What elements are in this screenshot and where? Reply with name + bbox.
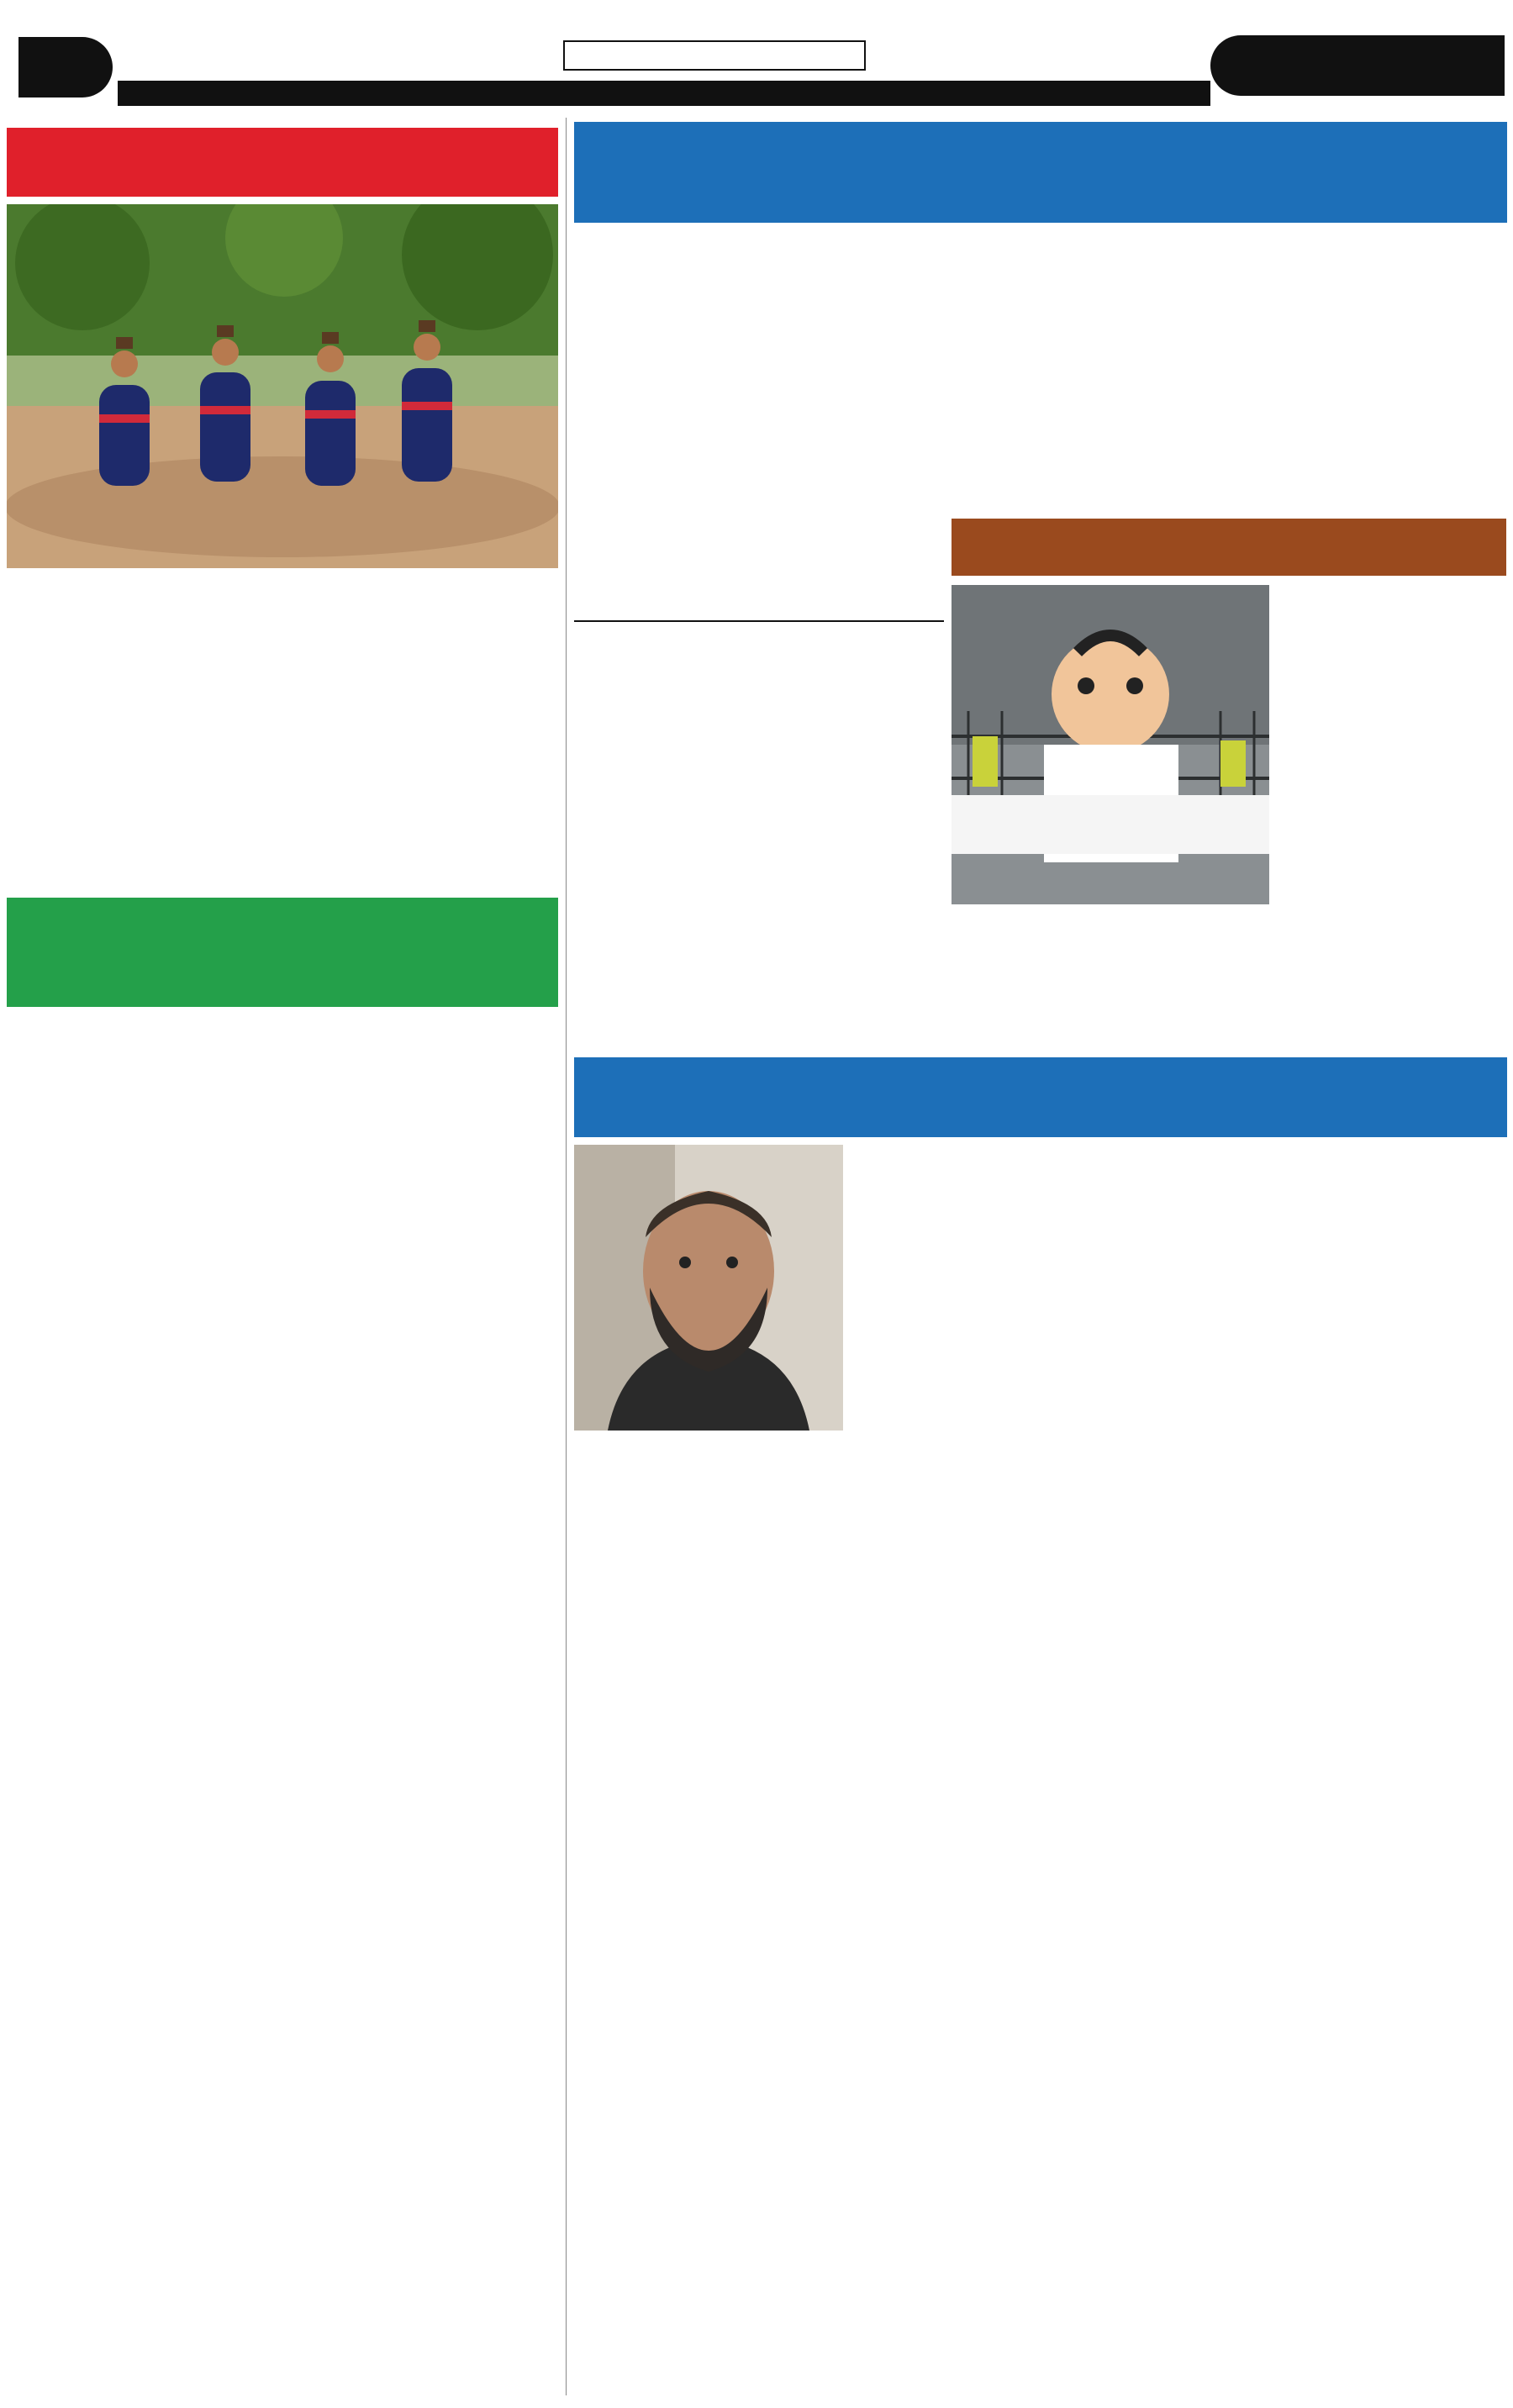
article-military-export (7, 1015, 558, 1415)
photo-protest-bangkok (952, 585, 1269, 904)
section-title-bar (1210, 35, 1505, 96)
headline-china-rocket (574, 122, 1507, 223)
headline-indigenous-identity (7, 128, 558, 197)
article-pok-protest-text (851, 1145, 1507, 1153)
dancers-illustration (7, 204, 558, 568)
headline-chinese-diplomats-thailand (952, 519, 1506, 576)
article-italy-intelligence (574, 629, 944, 1024)
headline-pok-protest (574, 1057, 1507, 1137)
photo-indigenous-dancers (7, 204, 558, 568)
article-chinese-diplomats-thailand-body (1278, 585, 1506, 1022)
article-china-rocket (574, 231, 1507, 540)
headline-military-export (7, 898, 558, 1007)
portrait-illustration (574, 1145, 843, 1431)
page-number-badge (18, 37, 113, 97)
subhead-italy-intelligence (574, 588, 944, 622)
headline-italy-intelligence (574, 546, 944, 583)
page-header (0, 0, 1513, 108)
article-indigenous-identity (7, 575, 558, 891)
dateline-box (563, 40, 866, 71)
contact-strip (118, 81, 1210, 106)
photo-man-portrait (574, 1145, 843, 1431)
column-divider (566, 118, 567, 2395)
protest-illustration (952, 585, 1269, 904)
